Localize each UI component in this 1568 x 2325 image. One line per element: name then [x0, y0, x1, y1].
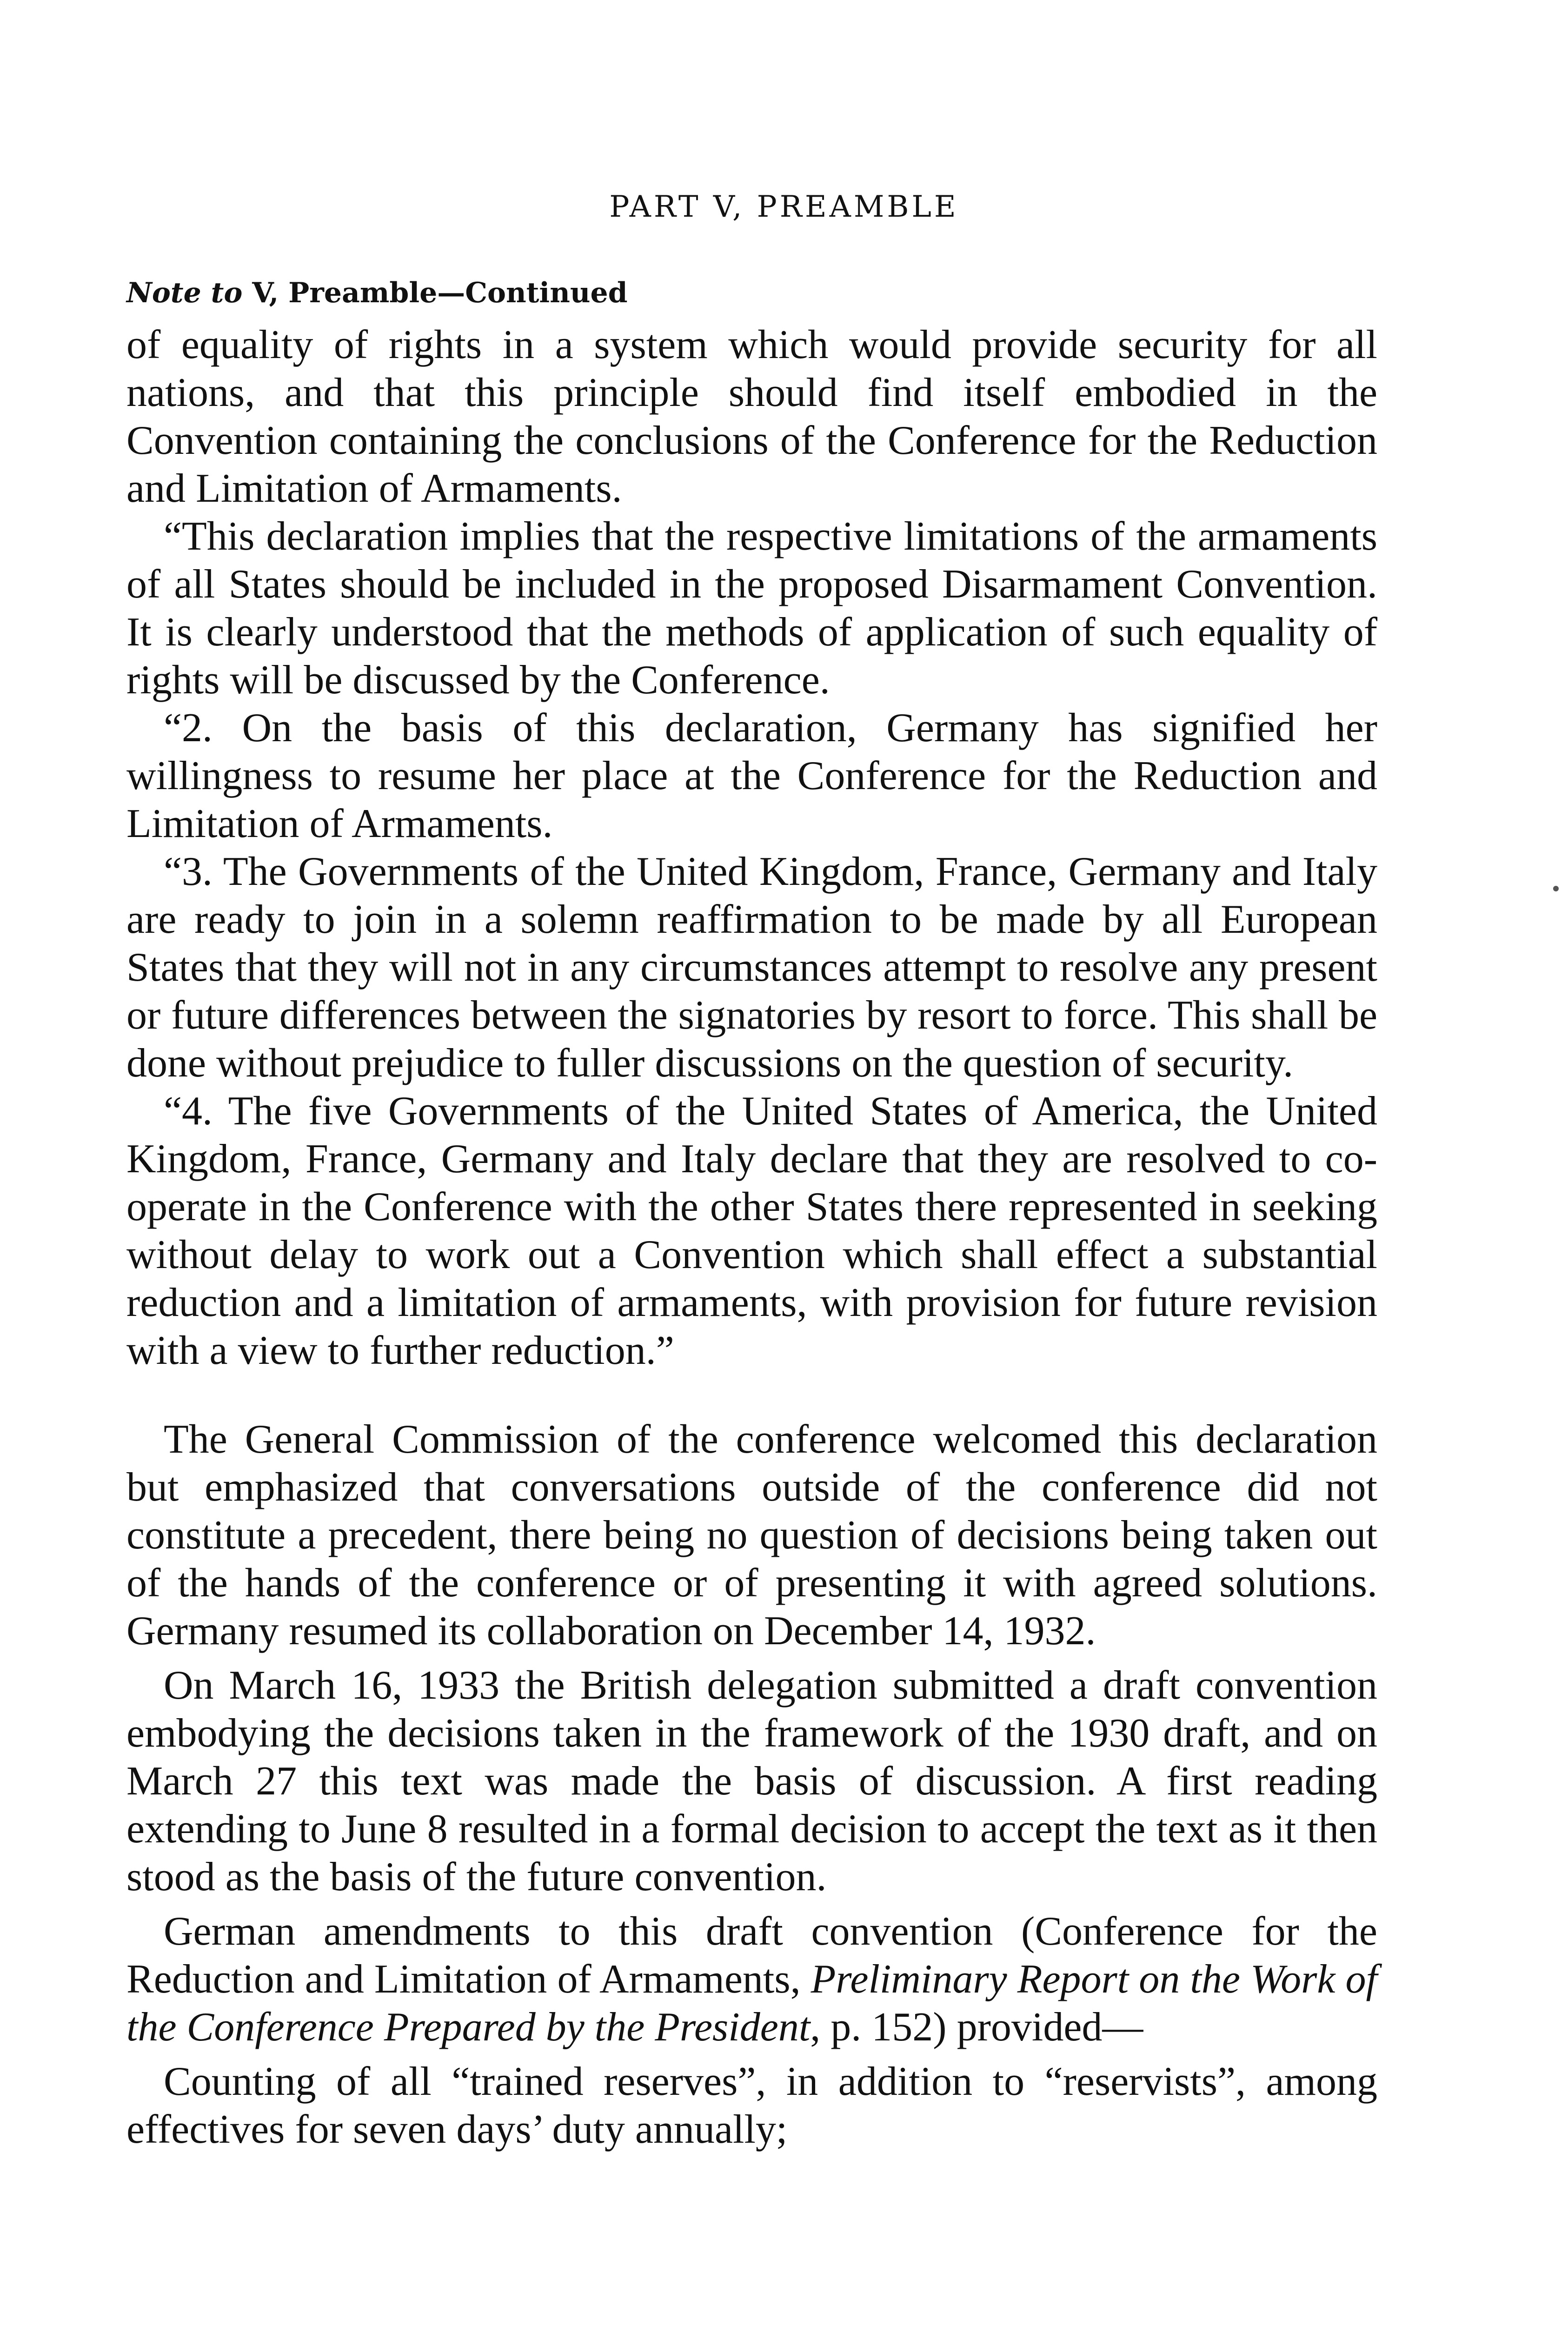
quoted-paragraph-3: “3. The Governments of the United Kingdom, France, Germany and Italy are ready to join in a solemn reaffirmation to be made by all European States that they will not in any circumstances attempt to resolve any present or future differences between the signatories by resort to force. This shall be done without prejudice to fuller discussions on the question of security.: [126, 849, 1377, 1086]
quoted-continuation: of equality of rights in a system which would provide security for all nations, and that this principle should find itself embodied in the Convention containing the conclusions of the Conference for the Reduction and Limitation of Armaments.: [126, 322, 1377, 511]
german-amendments-end: , p. 152) provided—: [810, 2005, 1143, 2050]
quoted-paragraph-4: “4. The five Governments of the United States of America, the United Kingdom, France, Germany and Italy declare that they are resolved to co-operate in the Conference with the other States there represented in seeking without delay to work out a Convention which shall effect a substantial reduction and a limitation of armaments, with provision for future revision with a view to further reduction.”: [126, 1089, 1377, 1373]
margin-speck: [1553, 886, 1559, 891]
paragraph-british-draft: On March 16, 1933 the British delegation submitted a draft convention embodying the decisions taken in the framework of the 1930 draft, and on March 27 this text was made the basis of discussion. A first reading extending to June 8 resulted in a formal decision to accept the text as it then stood as the basis of the future convention.: [126, 1663, 1377, 1900]
body-text: [126, 321, 1377, 2160]
german-amendments-start: German amendments to this draft convention (Conference for the Reduction and Limitation of Armaments,: [126, 1909, 1377, 2002]
note-heading: [126, 274, 628, 312]
note-heading-rest: V, Preamble—Continued: [242, 277, 628, 309]
paragraph-german-amendments: [126, 1907, 1377, 2051]
note-heading-prefix: Note to: [126, 277, 243, 309]
quoted-declaration: [126, 321, 1377, 1375]
quoted-paragraph-2: “2. On the basis of this declaration, Germany has signified her willingness to resume her place at the Conference for the Reduction and Limitation of Armaments.: [126, 705, 1377, 846]
report-title: Preliminary Report on the Work of the Conference Prepared by the President: [126, 1957, 1377, 2050]
running-head: PART V, PREAMBLE: [609, 190, 959, 224]
paragraph-trained-reserves: Counting of all “trained reserves”, in addition to “reservists”, among effectives for seven days’ duty annually;: [126, 2059, 1377, 2152]
quoted-paragraph-1: “This declaration implies that the respective limitations of the armaments of all States should be included in the proposed Disarmament Convention. It is clearly understood that the methods of application of such equality of rights will be discussed by the Conference.: [126, 514, 1377, 703]
paragraph-general-commission: The General Commission of the conference welcomed this declaration but emphasized that conversations outside of the conference did not constitute a precedent, there being no question of decisions being taken out of the hands of the conference or of presenting it with agreed solutions. Germany resumed its collaboration on December 14, 1932.: [126, 1417, 1377, 1654]
